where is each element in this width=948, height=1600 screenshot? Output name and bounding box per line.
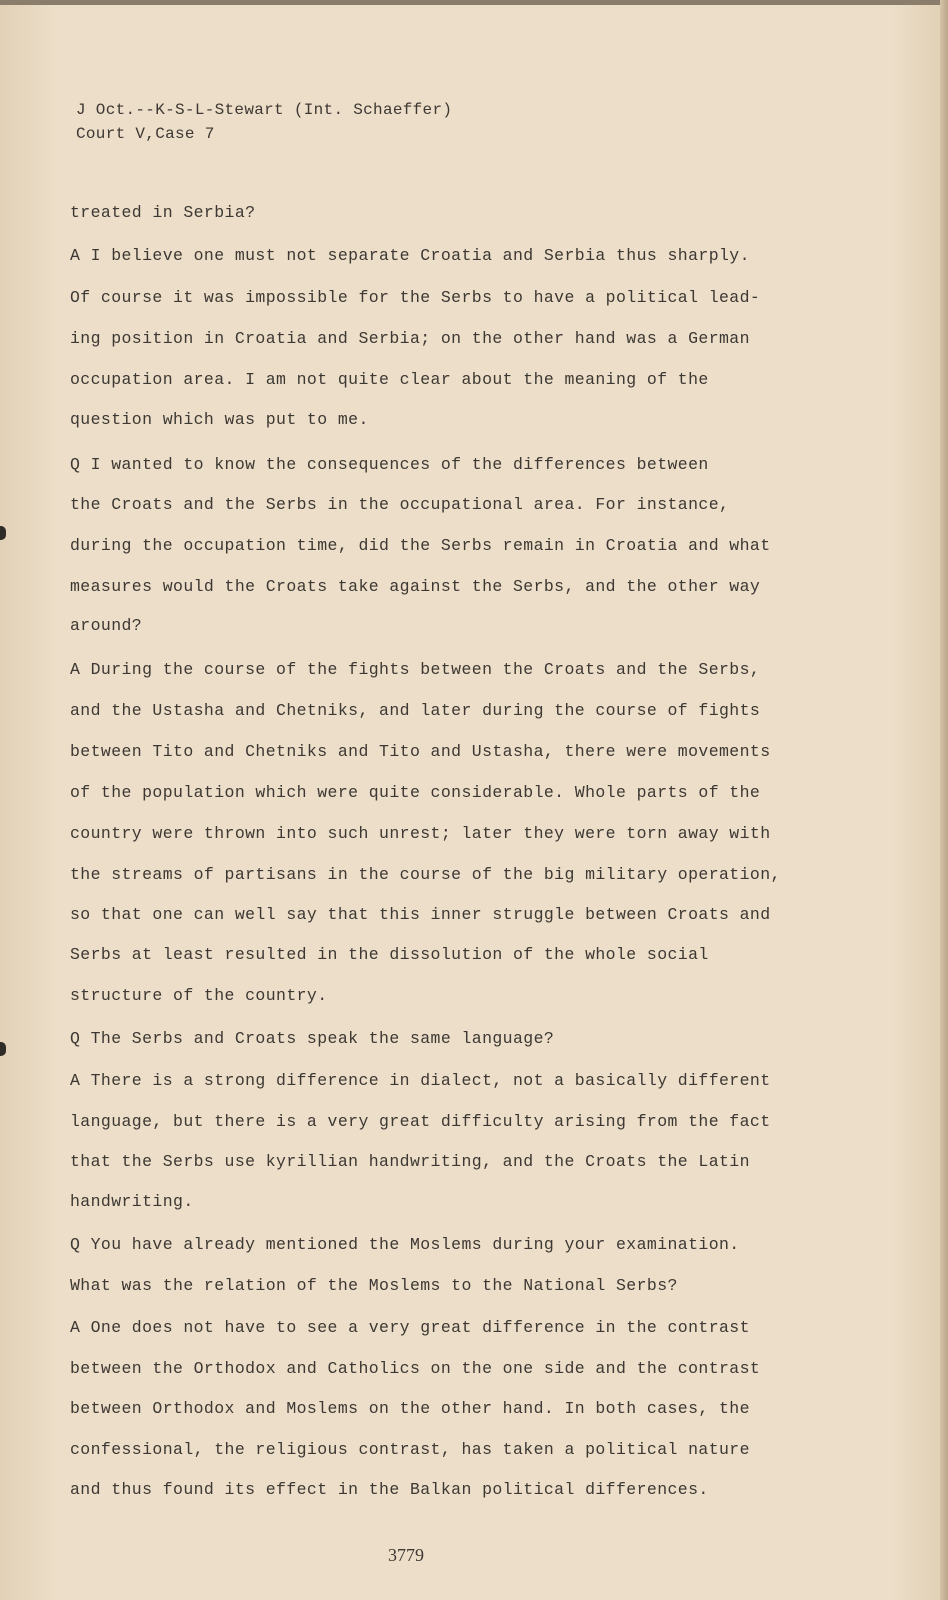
text-line: Of course it was impossible for the Serbs to have a political lead- [70, 288, 761, 307]
text-line: A I believe one must not separate Croatia and Serbia thus sharply. [70, 246, 750, 265]
text-line: confessional, the religious contrast, has taken a political nature [70, 1440, 750, 1459]
text-line: occupation area. I am not quite clear about the meaning of the [70, 370, 709, 389]
text-line: Serbs at least resulted in the dissolution of the whole social [70, 945, 709, 964]
text-line: so that one can well say that this inner struggle between Croats and [70, 905, 771, 924]
text-line: that the Serbs use kyrillian handwriting, and the Croats the Latin [70, 1152, 750, 1171]
binding-hole-mark [0, 1042, 6, 1056]
text-line: Q I wanted to know the consequences of the differences between [70, 455, 709, 474]
text-line: the Croats and the Serbs in the occupational area. For instance, [70, 495, 730, 514]
text-line: between the Orthodox and Catholics on the one side and the contrast [70, 1359, 761, 1378]
header-line-2: Court V,Case 7 [76, 125, 215, 143]
text-line: country were thrown into such unrest; later they were torn away with [70, 824, 771, 843]
text-line: Q The Serbs and Croats speak the same language? [70, 1029, 555, 1048]
page-right-edge [940, 0, 948, 1600]
text-line: between Orthodox and Moslems on the other hand. In both cases, the [70, 1399, 750, 1418]
text-line: the streams of partisans in the course of the big military operation, [70, 865, 781, 884]
text-line: language, but there is a very great difficulty arising from the fact [70, 1112, 771, 1131]
text-line: ing position in Croatia and Serbia; on the other hand was a German [70, 329, 750, 348]
header-line-1: J Oct.--K-S-L-Stewart (Int. Schaeffer) [76, 101, 453, 119]
text-line: between Tito and Chetniks and Tito and Ustasha, there were movements [70, 742, 771, 761]
text-line: handwriting. [70, 1192, 194, 1211]
text-line: A One does not have to see a very great difference in the contrast [70, 1318, 750, 1337]
page-header [76, 98, 452, 146]
text-line: measures would the Croats take against the Serbs, and the other way [70, 577, 761, 596]
page-top-edge [0, 0, 948, 5]
page-number: 3779 [388, 1545, 424, 1565]
text-line: What was the relation of the Moslems to the National Serbs? [70, 1276, 678, 1295]
text-line: Q You have already mentioned the Moslems during your examination. [70, 1235, 740, 1254]
text-line: around? [70, 616, 143, 635]
text-line: and thus found its effect in the Balkan political differences. [70, 1480, 709, 1499]
text-line: A During the course of the fights between the Croats and the Serbs, [70, 660, 761, 679]
text-line: during the occupation time, did the Serbs remain in Croatia and what [70, 536, 771, 555]
text-line: and the Ustasha and Chetniks, and later during the course of fights [70, 701, 761, 720]
text-line: structure of the country. [70, 986, 328, 1005]
text-line: A There is a strong difference in dialect, not a basically different [70, 1071, 771, 1090]
text-line: question which was put to me. [70, 410, 369, 429]
text-line: treated in Serbia? [70, 203, 256, 222]
text-line: of the population which were quite considerable. Whole parts of the [70, 783, 761, 802]
binding-hole-mark [0, 526, 6, 540]
